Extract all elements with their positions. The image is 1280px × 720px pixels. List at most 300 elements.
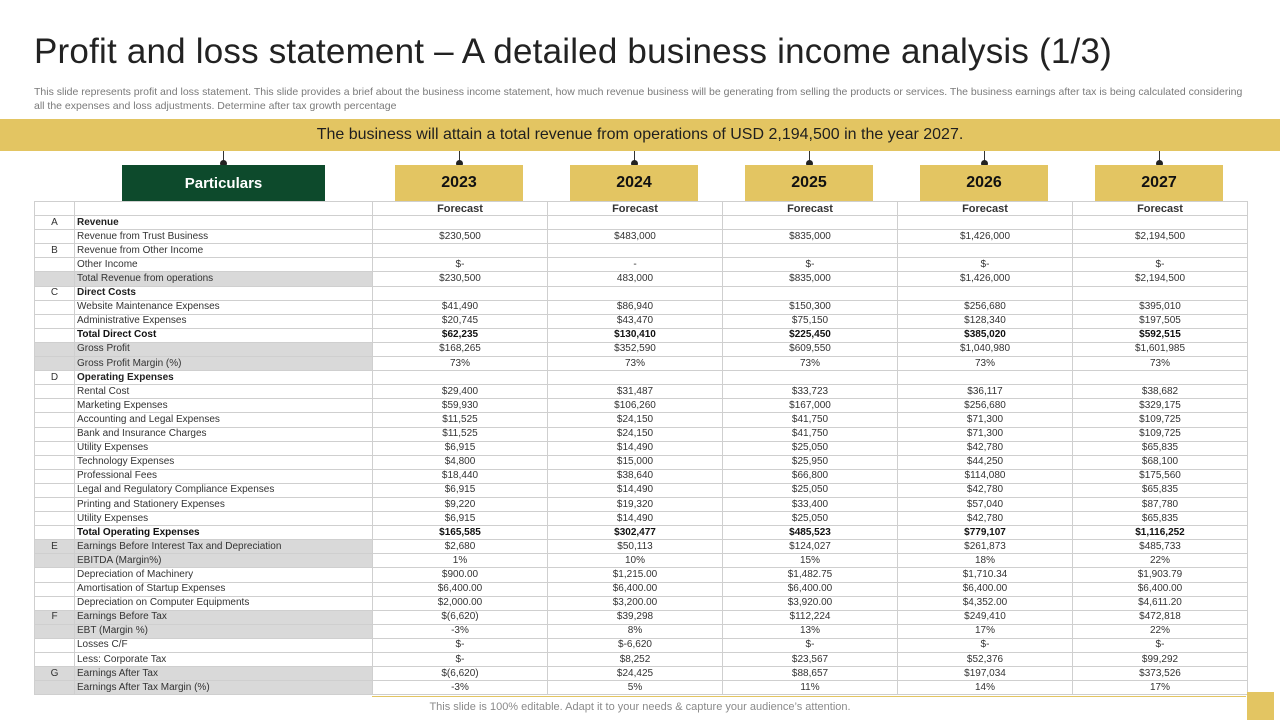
value-cell-2026: $- <box>898 638 1073 652</box>
row-code <box>35 272 75 286</box>
value-cell-2027: $2,194,500 <box>1073 272 1248 286</box>
value-cell-2024: 5% <box>548 681 723 695</box>
value-cell-2023: $2,000.00 <box>373 596 548 610</box>
value-cell-2026: $44,250 <box>898 455 1073 469</box>
table-cell <box>35 202 75 216</box>
row-code <box>35 314 75 328</box>
row-code <box>35 681 75 695</box>
footer-note: This slide is 100% editable. Adapt it to your needs & capture your audience’s attention. <box>429 701 851 713</box>
value-cell-2024 <box>548 216 723 230</box>
row-label: Gross Profit <box>75 342 373 356</box>
table-row <box>35 272 1248 286</box>
value-cell-2027: 73% <box>1073 357 1248 371</box>
value-cell-2026: $6,400.00 <box>898 582 1073 596</box>
value-cell-2023: $20,745 <box>373 314 548 328</box>
value-cell-2026: $385,020 <box>898 328 1073 342</box>
value-cell-2024: $-6,620 <box>548 638 723 652</box>
forecast-header-row <box>35 202 1248 216</box>
row-label: Losses C/F <box>75 638 373 652</box>
year-header-2023 <box>395 165 523 201</box>
value-cell-2024: $43,470 <box>548 314 723 328</box>
value-cell-2027: $65,835 <box>1073 483 1248 497</box>
forecast-label: Forecast <box>898 202 1073 216</box>
value-cell-2027: $38,682 <box>1073 385 1248 399</box>
row-label: EBITDA (Margin%) <box>75 554 373 568</box>
value-cell-2023 <box>373 286 548 300</box>
value-cell-2025: $41,750 <box>723 427 898 441</box>
value-cell-2025: 73% <box>723 357 898 371</box>
value-cell-2023 <box>373 216 548 230</box>
value-cell-2026: $1,710.34 <box>898 568 1073 582</box>
value-cell-2026: $- <box>898 258 1073 272</box>
value-cell-2027 <box>1073 371 1248 385</box>
row-code: C <box>35 286 75 300</box>
value-cell-2027 <box>1073 244 1248 258</box>
value-cell-2027: $175,560 <box>1073 469 1248 483</box>
value-cell-2027: $99,292 <box>1073 653 1248 667</box>
value-cell-2027: $65,835 <box>1073 512 1248 526</box>
value-cell-2024: $86,940 <box>548 300 723 314</box>
year-label: 2023 <box>441 174 477 191</box>
table-row <box>35 328 1248 342</box>
row-label: Total Revenue from operations <box>75 272 373 286</box>
table-row <box>35 385 1248 399</box>
value-cell-2023: $900.00 <box>373 568 548 582</box>
value-cell-2024: $130,410 <box>548 328 723 342</box>
value-cell-2025: $150,300 <box>723 300 898 314</box>
value-cell-2025: 15% <box>723 554 898 568</box>
row-label: Other Income <box>75 258 373 272</box>
table-row <box>35 582 1248 596</box>
value-cell-2023: $18,440 <box>373 469 548 483</box>
value-cell-2025: $23,567 <box>723 653 898 667</box>
value-cell-2023: $6,915 <box>373 512 548 526</box>
value-cell-2023: $6,400.00 <box>373 582 548 596</box>
row-code: A <box>35 216 75 230</box>
value-cell-2024: $19,320 <box>548 497 723 511</box>
value-cell-2025: $835,000 <box>723 230 898 244</box>
row-code <box>35 230 75 244</box>
value-cell-2026: $114,080 <box>898 469 1073 483</box>
value-cell-2024: 483,000 <box>548 272 723 286</box>
year-label: 2027 <box>1141 174 1177 191</box>
row-label: Revenue from Trust Business <box>75 230 373 244</box>
value-cell-2027: $65,835 <box>1073 441 1248 455</box>
value-cell-2026: $249,410 <box>898 610 1073 624</box>
value-cell-2023: -3% <box>373 681 548 695</box>
row-label: Revenue from Other Income <box>75 244 373 258</box>
row-label: Rental Cost <box>75 385 373 399</box>
value-cell-2027: $1,903.79 <box>1073 568 1248 582</box>
value-cell-2025 <box>723 216 898 230</box>
forecast-label: Forecast <box>548 202 723 216</box>
table-row <box>35 314 1248 328</box>
particulars-header <box>122 165 325 201</box>
table-row <box>35 300 1248 314</box>
value-cell-2025: $25,050 <box>723 483 898 497</box>
row-label: Revenue <box>75 216 373 230</box>
value-cell-2026: 18% <box>898 554 1073 568</box>
row-code <box>35 258 75 272</box>
table-row <box>35 230 1248 244</box>
row-label: Marketing Expenses <box>75 399 373 413</box>
value-cell-2025: $225,450 <box>723 328 898 342</box>
value-cell-2023: $6,915 <box>373 483 548 497</box>
row-code <box>35 469 75 483</box>
value-cell-2024 <box>548 371 723 385</box>
value-cell-2027: $472,818 <box>1073 610 1248 624</box>
table-row <box>35 540 1248 554</box>
corner-accent <box>1247 692 1274 720</box>
row-code <box>35 328 75 342</box>
value-cell-2024: $14,490 <box>548 512 723 526</box>
revenue-banner-text: The business will attain a total revenue from operations of USD 2,194,500 in the year 2027. <box>316 126 964 143</box>
value-cell-2027: $109,725 <box>1073 413 1248 427</box>
footer-divider <box>372 696 1246 697</box>
table-row <box>35 342 1248 356</box>
row-code <box>35 653 75 667</box>
value-cell-2025: $41,750 <box>723 413 898 427</box>
value-cell-2023: $230,500 <box>373 230 548 244</box>
value-cell-2025: $75,150 <box>723 314 898 328</box>
value-cell-2025: $88,657 <box>723 667 898 681</box>
value-cell-2023: $6,915 <box>373 441 548 455</box>
row-label: Website Maintenance Expenses <box>75 300 373 314</box>
value-cell-2023: $59,930 <box>373 399 548 413</box>
table-row <box>35 610 1248 624</box>
row-code <box>35 638 75 652</box>
value-cell-2023: $230,500 <box>373 272 548 286</box>
value-cell-2025: $112,224 <box>723 610 898 624</box>
table-row <box>35 596 1248 610</box>
row-label: Depreciation of Machinery <box>75 568 373 582</box>
value-cell-2024: $24,150 <box>548 427 723 441</box>
value-cell-2026: 73% <box>898 357 1073 371</box>
value-cell-2026: $1,426,000 <box>898 230 1073 244</box>
value-cell-2027: $395,010 <box>1073 300 1248 314</box>
value-cell-2025: $25,950 <box>723 455 898 469</box>
forecast-label: Forecast <box>723 202 898 216</box>
value-cell-2027 <box>1073 286 1248 300</box>
value-cell-2025: $25,050 <box>723 441 898 455</box>
value-cell-2027: 22% <box>1073 624 1248 638</box>
table-row <box>35 286 1248 300</box>
value-cell-2026: $1,040,980 <box>898 342 1073 356</box>
value-cell-2023: $168,265 <box>373 342 548 356</box>
row-label: Gross Profit Margin (%) <box>75 357 373 371</box>
value-cell-2023: $29,400 <box>373 385 548 399</box>
value-cell-2026: $779,107 <box>898 526 1073 540</box>
value-cell-2023: $62,235 <box>373 328 548 342</box>
value-cell-2027: $6,400.00 <box>1073 582 1248 596</box>
value-cell-2025: $- <box>723 258 898 272</box>
profit-loss-table-body <box>35 202 1248 695</box>
value-cell-2025: $33,400 <box>723 497 898 511</box>
value-cell-2023: $11,525 <box>373 413 548 427</box>
row-code <box>35 357 75 371</box>
value-cell-2026: $57,040 <box>898 497 1073 511</box>
year-header-2024 <box>570 165 698 201</box>
row-code <box>35 399 75 413</box>
forecast-label: Forecast <box>373 202 548 216</box>
table-row <box>35 483 1248 497</box>
value-cell-2025: $6,400.00 <box>723 582 898 596</box>
value-cell-2023: -3% <box>373 624 548 638</box>
table-row <box>35 568 1248 582</box>
value-cell-2024: $50,113 <box>548 540 723 554</box>
table-row <box>35 554 1248 568</box>
row-code <box>35 455 75 469</box>
value-cell-2024: $1,215.00 <box>548 568 723 582</box>
table-row <box>35 413 1248 427</box>
row-label: Total Direct Cost <box>75 328 373 342</box>
value-cell-2025: $485,523 <box>723 526 898 540</box>
table-row <box>35 216 1248 230</box>
value-cell-2023: $9,220 <box>373 497 548 511</box>
revenue-banner <box>0 119 1280 151</box>
value-cell-2026: $71,300 <box>898 413 1073 427</box>
value-cell-2024: 8% <box>548 624 723 638</box>
table-row <box>35 455 1248 469</box>
value-cell-2025: $1,482.75 <box>723 568 898 582</box>
value-cell-2026: $197,034 <box>898 667 1073 681</box>
value-cell-2024: $302,477 <box>548 526 723 540</box>
row-label: Earnings After Tax Margin (%) <box>75 681 373 695</box>
value-cell-2024: $8,252 <box>548 653 723 667</box>
value-cell-2026: $42,780 <box>898 441 1073 455</box>
value-cell-2027: $1,601,985 <box>1073 342 1248 356</box>
value-cell-2026 <box>898 244 1073 258</box>
row-code <box>35 596 75 610</box>
value-cell-2025 <box>723 244 898 258</box>
row-code <box>35 624 75 638</box>
value-cell-2024: $39,298 <box>548 610 723 624</box>
value-cell-2023: $11,525 <box>373 427 548 441</box>
value-cell-2025 <box>723 371 898 385</box>
row-code <box>35 497 75 511</box>
value-cell-2024: $31,487 <box>548 385 723 399</box>
year-header-2025 <box>745 165 873 201</box>
value-cell-2026: $36,117 <box>898 385 1073 399</box>
table-row <box>35 441 1248 455</box>
row-code <box>35 483 75 497</box>
row-label: Less: Corporate Tax <box>75 653 373 667</box>
value-cell-2026: $1,426,000 <box>898 272 1073 286</box>
value-cell-2027: $485,733 <box>1073 540 1248 554</box>
year-label: 2024 <box>616 174 652 191</box>
row-label: Accounting and Legal Expenses <box>75 413 373 427</box>
value-cell-2024: $14,490 <box>548 483 723 497</box>
table-row <box>35 244 1248 258</box>
table-row <box>35 653 1248 667</box>
value-cell-2024: $352,590 <box>548 342 723 356</box>
table-row <box>35 357 1248 371</box>
forecast-label: Forecast <box>1073 202 1248 216</box>
row-label: Earnings After Tax <box>75 667 373 681</box>
row-code <box>35 413 75 427</box>
value-cell-2026: $4,352.00 <box>898 596 1073 610</box>
row-label: Total Operating Expenses <box>75 526 373 540</box>
row-label: Technology Expenses <box>75 455 373 469</box>
year-header-2026 <box>920 165 1048 201</box>
value-cell-2024: $38,640 <box>548 469 723 483</box>
table-row <box>35 427 1248 441</box>
table-row <box>35 399 1248 413</box>
value-cell-2025: $3,920.00 <box>723 596 898 610</box>
value-cell-2026: 14% <box>898 681 1073 695</box>
value-cell-2025: $66,800 <box>723 469 898 483</box>
value-cell-2027: $2,194,500 <box>1073 230 1248 244</box>
value-cell-2027: $68,100 <box>1073 455 1248 469</box>
value-cell-2025: $835,000 <box>723 272 898 286</box>
row-code: B <box>35 244 75 258</box>
value-cell-2027: $109,725 <box>1073 427 1248 441</box>
table-row <box>35 638 1248 652</box>
value-cell-2026: $71,300 <box>898 427 1073 441</box>
row-code: D <box>35 371 75 385</box>
year-label: 2026 <box>966 174 1002 191</box>
year-label: 2025 <box>791 174 827 191</box>
value-cell-2027: 22% <box>1073 554 1248 568</box>
row-code <box>35 300 75 314</box>
row-code <box>35 582 75 596</box>
row-code <box>35 526 75 540</box>
value-cell-2023 <box>373 371 548 385</box>
value-cell-2027: $329,175 <box>1073 399 1248 413</box>
table-row <box>35 624 1248 638</box>
table-cell <box>75 202 373 216</box>
row-label: Earnings Before Tax <box>75 610 373 624</box>
row-code <box>35 427 75 441</box>
value-cell-2024: $14,490 <box>548 441 723 455</box>
value-cell-2024: $106,260 <box>548 399 723 413</box>
value-cell-2026 <box>898 371 1073 385</box>
value-cell-2023: $165,585 <box>373 526 548 540</box>
value-cell-2025: $167,000 <box>723 399 898 413</box>
value-cell-2026 <box>898 216 1073 230</box>
value-cell-2025: $124,027 <box>723 540 898 554</box>
table-row <box>35 512 1248 526</box>
value-cell-2023: $41,490 <box>373 300 548 314</box>
row-label: Utility Expenses <box>75 441 373 455</box>
profit-loss-table <box>34 201 1248 695</box>
value-cell-2024: $483,000 <box>548 230 723 244</box>
value-cell-2024: - <box>548 258 723 272</box>
row-code: F <box>35 610 75 624</box>
value-cell-2026: 17% <box>898 624 1073 638</box>
table-row <box>35 469 1248 483</box>
table-row <box>35 526 1248 540</box>
value-cell-2027: $- <box>1073 258 1248 272</box>
row-label: Amortisation of Startup Expenses <box>75 582 373 596</box>
row-code <box>35 385 75 399</box>
value-cell-2024 <box>548 286 723 300</box>
year-header-2027 <box>1095 165 1223 201</box>
value-cell-2026: $261,873 <box>898 540 1073 554</box>
value-cell-2024: $15,000 <box>548 455 723 469</box>
value-cell-2027: $1,116,252 <box>1073 526 1248 540</box>
slide-description: This slide represents profit and loss statement. This slide provides a brief about the business income statement, how much revenue business will be generating from selling the products or services. The business earnings after tax is being calculated considering all the expenses and loss adjustments. Determine after tax growth percentage <box>34 86 1243 112</box>
row-code <box>35 512 75 526</box>
value-cell-2026: $256,680 <box>898 399 1073 413</box>
value-cell-2023: 1% <box>373 554 548 568</box>
value-cell-2024: 73% <box>548 357 723 371</box>
value-cell-2027: $197,505 <box>1073 314 1248 328</box>
value-cell-2025: $33,723 <box>723 385 898 399</box>
row-label: Depreciation on Computer Equipments <box>75 596 373 610</box>
value-cell-2023: $2,680 <box>373 540 548 554</box>
value-cell-2027: $373,526 <box>1073 667 1248 681</box>
value-cell-2025: 13% <box>723 624 898 638</box>
row-code: E <box>35 540 75 554</box>
row-code <box>35 441 75 455</box>
value-cell-2027 <box>1073 216 1248 230</box>
value-cell-2023: $(6,620) <box>373 667 548 681</box>
value-cell-2025: $609,550 <box>723 342 898 356</box>
row-label: Printing and Stationery Expenses <box>75 497 373 511</box>
value-cell-2026 <box>898 286 1073 300</box>
value-cell-2023: $- <box>373 638 548 652</box>
value-cell-2026: $52,376 <box>898 653 1073 667</box>
particulars-label: Particulars <box>184 174 263 192</box>
value-cell-2027: $592,515 <box>1073 328 1248 342</box>
value-cell-2023: $- <box>373 258 548 272</box>
value-cell-2027: $87,780 <box>1073 497 1248 511</box>
value-cell-2026: $256,680 <box>898 300 1073 314</box>
value-cell-2023: $- <box>373 653 548 667</box>
value-cell-2027: $- <box>1073 638 1248 652</box>
value-cell-2027: 17% <box>1073 681 1248 695</box>
value-cell-2027: $4,611.20 <box>1073 596 1248 610</box>
value-cell-2026: $128,340 <box>898 314 1073 328</box>
value-cell-2025: 11% <box>723 681 898 695</box>
slide-title: Profit and loss statement – A detailed business income analysis (1/3) <box>34 32 1112 71</box>
value-cell-2025: $25,050 <box>723 512 898 526</box>
table-row <box>35 497 1248 511</box>
value-cell-2023 <box>373 244 548 258</box>
value-cell-2023: 73% <box>373 357 548 371</box>
row-label: Professional Fees <box>75 469 373 483</box>
row-label: Earnings Before Interest Tax and Depreciation <box>75 540 373 554</box>
row-label: Utility Expenses <box>75 512 373 526</box>
value-cell-2023: $(6,620) <box>373 610 548 624</box>
row-code <box>35 568 75 582</box>
row-label: EBT (Margin %) <box>75 624 373 638</box>
value-cell-2024: $6,400.00 <box>548 582 723 596</box>
value-cell-2024: $24,425 <box>548 667 723 681</box>
row-code <box>35 342 75 356</box>
value-cell-2023: $4,800 <box>373 455 548 469</box>
value-cell-2024: 10% <box>548 554 723 568</box>
row-label: Legal and Regulatory Compliance Expenses <box>75 483 373 497</box>
value-cell-2025 <box>723 286 898 300</box>
table-row <box>35 258 1248 272</box>
row-label: Administrative Expenses <box>75 314 373 328</box>
row-code <box>35 554 75 568</box>
value-cell-2024: $3,200.00 <box>548 596 723 610</box>
row-label: Bank and Insurance Charges <box>75 427 373 441</box>
value-cell-2025: $- <box>723 638 898 652</box>
value-cell-2026: $42,780 <box>898 483 1073 497</box>
value-cell-2024 <box>548 244 723 258</box>
row-label: Operating Expenses <box>75 371 373 385</box>
table-row <box>35 667 1248 681</box>
value-cell-2026: $42,780 <box>898 512 1073 526</box>
table-row <box>35 371 1248 385</box>
value-cell-2024: $24,150 <box>548 413 723 427</box>
row-code: G <box>35 667 75 681</box>
table-row <box>35 681 1248 695</box>
